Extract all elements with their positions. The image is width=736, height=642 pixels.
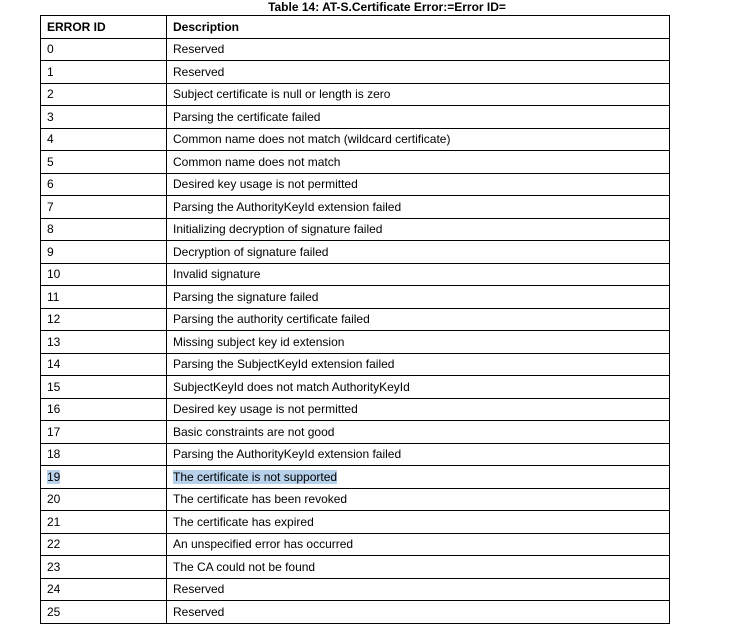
error-id-cell: 0 bbox=[41, 38, 167, 61]
description-cell: Parsing the authority certificate failed bbox=[167, 308, 670, 331]
description-cell: Reserved bbox=[167, 38, 670, 61]
error-id-cell: 11 bbox=[41, 286, 167, 309]
description-cell: SubjectKeyId does not match AuthorityKeyId bbox=[167, 376, 670, 399]
description-cell: Initializing decryption of signature failed bbox=[167, 218, 670, 241]
error-id-cell: 10 bbox=[41, 263, 167, 286]
description-cell: Common name does not match bbox=[167, 151, 670, 174]
description-cell: Parsing the AuthorityKeyId extension failed bbox=[167, 196, 670, 219]
table-row bbox=[41, 398, 670, 421]
table-row bbox=[41, 533, 670, 556]
table-row bbox=[41, 488, 670, 511]
description-cell: Parsing the signature failed bbox=[167, 286, 670, 309]
table-row bbox=[41, 196, 670, 219]
description-cell: Desired key usage is not permitted bbox=[167, 173, 670, 196]
error-id-cell: 17 bbox=[41, 421, 167, 444]
table-body bbox=[41, 38, 670, 623]
error-id-cell: 22 bbox=[41, 533, 167, 556]
description-cell: Reserved bbox=[167, 578, 670, 601]
error-id-cell: 12 bbox=[41, 308, 167, 331]
description-cell: An unspecified error has occurred bbox=[167, 533, 670, 556]
error-id-cell: 25 bbox=[41, 601, 167, 624]
table-row bbox=[41, 241, 670, 264]
selected-text: The certificate is not supported bbox=[173, 469, 338, 484]
table-row bbox=[41, 218, 670, 241]
description-cell: Reserved bbox=[167, 61, 670, 84]
table-row bbox=[41, 421, 670, 444]
error-id-cell: 13 bbox=[41, 331, 167, 354]
table-row bbox=[41, 556, 670, 579]
table-caption: Table 14: AT-S.Certificate Error:=Error ID= bbox=[268, 0, 506, 14]
header-description: Description bbox=[167, 16, 670, 39]
table-row bbox=[41, 173, 670, 196]
error-id-cell bbox=[41, 466, 167, 489]
table-row bbox=[41, 443, 670, 466]
error-id-cell: 16 bbox=[41, 398, 167, 421]
table-row bbox=[41, 578, 670, 601]
error-id-cell: 2 bbox=[41, 83, 167, 106]
description-cell: The certificate has been revoked bbox=[167, 488, 670, 511]
error-id-cell: 9 bbox=[41, 241, 167, 264]
table-row bbox=[41, 106, 670, 129]
description-cell: Subject certificate is null or length is zero bbox=[167, 83, 670, 106]
description-cell: Invalid signature bbox=[167, 263, 670, 286]
description-cell: Common name does not match (wildcard certificate) bbox=[167, 128, 670, 151]
table-row bbox=[41, 511, 670, 534]
table-row bbox=[41, 263, 670, 286]
error-id-cell: 15 bbox=[41, 376, 167, 399]
error-id-cell: 5 bbox=[41, 151, 167, 174]
table-header-row bbox=[41, 16, 670, 39]
description-cell: Parsing the AuthorityKeyId extension failed bbox=[167, 443, 670, 466]
error-id-cell: 24 bbox=[41, 578, 167, 601]
error-id-cell: 18 bbox=[41, 443, 167, 466]
table-row bbox=[41, 353, 670, 376]
selected-text: 19 bbox=[47, 469, 61, 484]
error-id-cell: 7 bbox=[41, 196, 167, 219]
error-id-cell: 20 bbox=[41, 488, 167, 511]
header-error-id: ERROR ID bbox=[41, 16, 167, 39]
description-cell bbox=[167, 466, 670, 489]
error-id-cell: 14 bbox=[41, 353, 167, 376]
table-row bbox=[41, 128, 670, 151]
error-id-cell: 3 bbox=[41, 106, 167, 129]
table-row bbox=[41, 61, 670, 84]
table-row bbox=[41, 376, 670, 399]
description-cell: Desired key usage is not permitted bbox=[167, 398, 670, 421]
table-row bbox=[41, 331, 670, 354]
description-cell: The certificate has expired bbox=[167, 511, 670, 534]
table-row bbox=[41, 83, 670, 106]
table-row bbox=[41, 308, 670, 331]
table-row bbox=[41, 38, 670, 61]
description-cell: Decryption of signature failed bbox=[167, 241, 670, 264]
error-id-cell: 21 bbox=[41, 511, 167, 534]
table-row bbox=[41, 466, 670, 489]
table-row bbox=[41, 286, 670, 309]
description-cell: Parsing the certificate failed bbox=[167, 106, 670, 129]
error-id-cell: 4 bbox=[41, 128, 167, 151]
description-cell: Parsing the SubjectKeyId extension failed bbox=[167, 353, 670, 376]
error-id-table bbox=[40, 15, 670, 624]
description-cell: The CA could not be found bbox=[167, 556, 670, 579]
error-id-cell: 23 bbox=[41, 556, 167, 579]
error-id-cell: 6 bbox=[41, 173, 167, 196]
table-row bbox=[41, 151, 670, 174]
error-id-cell: 8 bbox=[41, 218, 167, 241]
description-cell: Reserved bbox=[167, 601, 670, 624]
description-cell: Basic constraints are not good bbox=[167, 421, 670, 444]
error-id-cell: 1 bbox=[41, 61, 167, 84]
table-row bbox=[41, 601, 670, 624]
description-cell: Missing subject key id extension bbox=[167, 331, 670, 354]
